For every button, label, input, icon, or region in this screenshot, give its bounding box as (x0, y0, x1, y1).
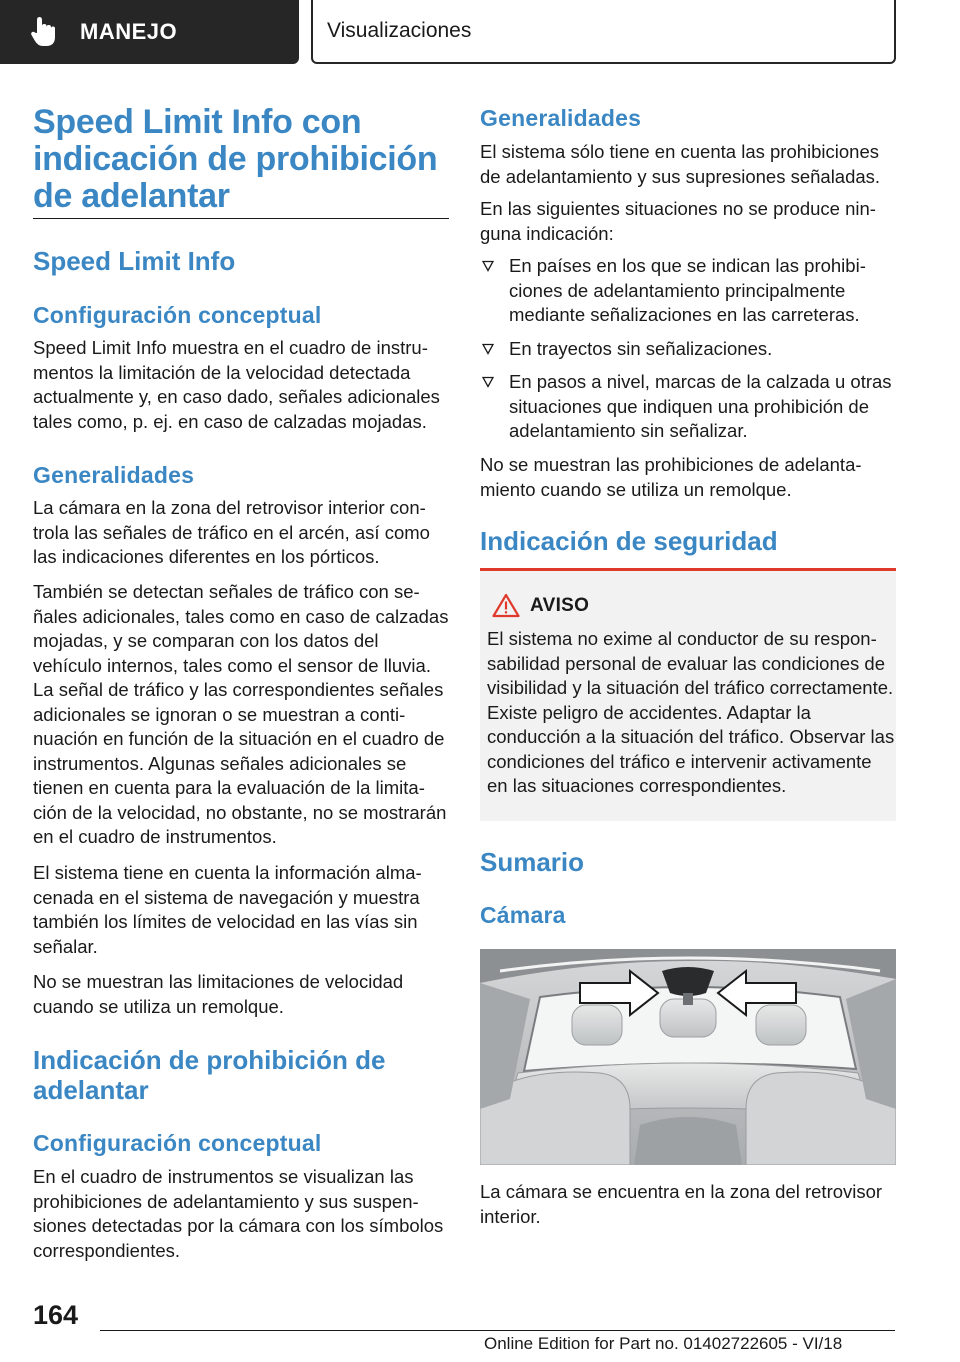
paragraph-generalidades-1c: El sistema tiene en cuenta la información almacenada en el sistema de navegación y muestra también los límites de velocidad en las vías sin señalar. (33, 862, 422, 957)
paragraph-generalidades-2b: En las siguientes situaciones no se produce ninguna indicación: (480, 198, 876, 244)
triangle-bullet-icon (482, 260, 494, 272)
title-divider (33, 218, 449, 219)
edition-text: Online Edition for Part no. 01402722605 - VI/18 (484, 1334, 843, 1353)
paragraph-generalidades-2a: El sistema sólo tiene en cuenta las prohibiciones de adelantamiento y sus supresiones señaladas. (480, 141, 881, 187)
warning-box (480, 568, 896, 821)
warning-triangle-icon (492, 593, 520, 618)
section-label: MANEJO (80, 19, 178, 44)
warning-label: AVISO (530, 594, 590, 616)
hand-pointer-icon (22, 12, 66, 52)
triangle-bullet-icon (482, 376, 494, 388)
heading-configuracion-1: Configuración conceptual (33, 302, 322, 328)
triangle-bullet-icon (482, 343, 494, 355)
page-number: 164 (33, 1300, 79, 1330)
heading-prohibicion-adelantar: Indicación de prohibición de adelantar (33, 1045, 386, 1105)
chapter-label: Visualizaciones (327, 19, 472, 42)
footer-divider (100, 1330, 895, 1331)
paragraph-configuracion-1: Speed Limit Info muestra en el cuadro de instrumentos la limitación de la velocidad detectada actualmente y, en caso dado, señales adicionales tales como, p. ej. en caso de calzadas mojadas. (33, 337, 440, 432)
list-item-text: En pasos a nivel, marcas de la calzada u otras situaciones que indiquen una prohibición de adelantamiento sin señalizar. (509, 371, 892, 441)
paragraph-generalidades-1d: No se muestran las limitaciones de velocidad cuando se utiliza un remolque. (33, 971, 404, 1017)
list-item-text: En trayectos sin señalizaciones. (509, 337, 773, 359)
heading-camara: Cámara (480, 902, 566, 928)
image-caption: La cámara se encuentra en la zona del retrovisor interior. (480, 1181, 883, 1227)
list-item-text: En países en los que se indican las prohibiciones de adelantamiento principalmente mediante señalizaciones en las carreteras. (509, 255, 866, 325)
list-item (480, 337, 898, 362)
heading-generalidades-2: Generalidades (480, 105, 642, 131)
chapter-tab (311, 0, 896, 64)
paragraph-generalidades-1b: También se detectan señales de tráfico con señales adicionales, tales como en caso de calzadas mojadas, y se comparan con los datos del vehículo internos, tales como el sensor de lluvia. La señal de tráfico y las correspondientes señales adicionales se ignoran o se muestran a continuación en función de la situación en el cuadro de instrumentos. Algunas señales adicionales se tienen en cuenta para la evaluación de la limitación de la velocidad, no obstante, no se mostrarán en el cuadro de instrumentos. (33, 581, 449, 847)
list-item (480, 254, 898, 328)
heading-sumario: Sumario (480, 847, 585, 877)
warning-text: El sistema no exime al conductor de su responsabilidad personal de evaluar las condiciones de visibilidad y la situación del tráfico correctamente. Existe peligro de accidentes. Adaptar la conducción a la situación del tráfico. Observar las condiciones del tráfico e intervenir activamente en las situaciones correspondientes. (487, 628, 895, 796)
section-tab (0, 0, 299, 64)
paragraph-generalidades-1a: La cámara en la zona del retrovisor interior controla las señales de tráfico en el arcén, así como las indicaciones diferentes en los pórticos. (33, 497, 430, 567)
heading-indicacion-seguridad: Indicación de seguridad (480, 526, 778, 556)
paragraph-configuracion-2: En el cuadro de instrumentos se visualizan las prohibiciones de adelantamiento y sus suspensiones detectadas por la cámara con los símbolos correspondientes. (33, 1166, 444, 1261)
heading-generalidades-1: Generalidades (33, 462, 195, 488)
page-title: Speed Limit Info con indicación de prohibición de adelantar (33, 103, 438, 215)
heading-configuracion-2: Configuración conceptual (33, 1130, 322, 1156)
heading-speed-limit-info: Speed Limit Info (33, 246, 236, 276)
situations-list (480, 254, 898, 453)
page-header (0, 0, 960, 66)
list-item (480, 370, 898, 444)
paragraph-generalidades-2c: No se muestran las prohibiciones de adelantamiento cuando se utiliza un remolque. (480, 454, 862, 500)
camera-location-image (480, 949, 896, 1165)
warning-header (492, 593, 589, 618)
